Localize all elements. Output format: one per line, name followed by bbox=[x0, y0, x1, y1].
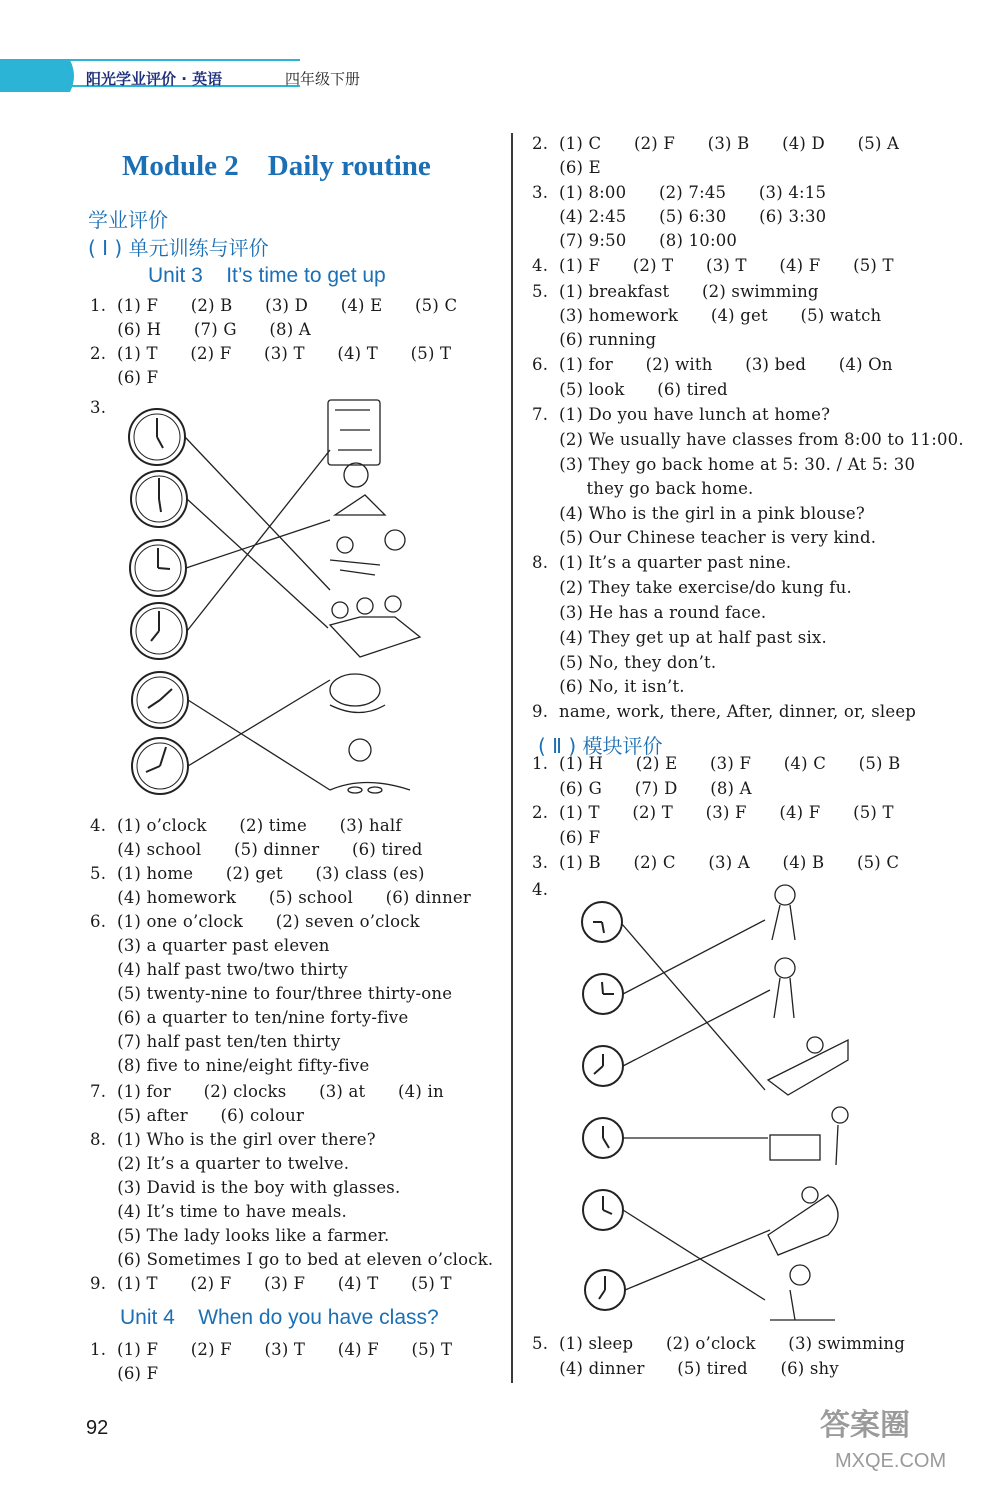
answer-line: 7. (1) Do you have lunch at home? bbox=[532, 405, 831, 424]
answer-line: they go back home. bbox=[532, 479, 754, 498]
answer-line: 6. (1) for (2) with (3) bed (4) On bbox=[532, 355, 893, 374]
answer-line: (6) G (7) D (8) A bbox=[532, 779, 752, 798]
answer-line: (4) 2:45 (5) 6:30 (6) 3:30 bbox=[532, 207, 827, 226]
answer-line: (5) look (6) tired bbox=[532, 380, 728, 399]
answer-line: 4. (1) o’clock (2) time (3) half bbox=[90, 816, 402, 835]
answer-line: 7. (1) for (2) clocks (3) at (4) in bbox=[90, 1082, 444, 1101]
answer-line: (6) No, it isn’t. bbox=[532, 677, 685, 696]
answer-line: (6) a quarter to ten/nine forty-five bbox=[90, 1008, 409, 1027]
answer-line: 2. (1) C (2) F (3) B (4) D (5) A bbox=[532, 134, 900, 153]
section-subheading: ( Ⅰ ) 单元训练与评价 bbox=[88, 236, 269, 260]
answer-line: 2. (1) T (2) F (3) T (4) T (5) T bbox=[90, 344, 452, 363]
clock-icon bbox=[582, 902, 622, 942]
answer-line: (6) Sometimes I go to bed at eleven o’clock. bbox=[90, 1250, 494, 1269]
answer-line: 5. (1) home (2) get (3) class (es) bbox=[90, 864, 425, 883]
answer-line: 3. (1) 8:00 (2) 7:45 (3) 4:15 bbox=[532, 183, 827, 202]
answer-line: 5. (1) sleep (2) o’clock (3) swimming bbox=[532, 1334, 905, 1353]
answer-line: 6. (1) one o’clock (2) seven o’clock bbox=[90, 912, 420, 931]
page-title: Module 2 Daily routine bbox=[122, 150, 431, 182]
answer-line: (3) a quarter past eleven bbox=[90, 936, 330, 955]
answer-line: (4) school (5) dinner (6) tired bbox=[90, 840, 423, 859]
answer-line: 1. (1) F (2) F (3) T (4) F (5) T bbox=[90, 1340, 453, 1359]
answer-line: (3) homework (4) get (5) watch bbox=[532, 306, 882, 325]
answer-line: (2) They take exercise/do kung fu. bbox=[532, 578, 852, 597]
answer-line: (4) dinner (5) tired (6) shy bbox=[532, 1359, 839, 1378]
answer-line: (3) They go back home at 5: 30. / At 5: 30 bbox=[532, 455, 916, 474]
answer-line: 8. (1) Who is the girl over there? bbox=[90, 1130, 376, 1149]
answer-line: (5) No, they don’t. bbox=[532, 653, 717, 672]
answer-line: (4) They get up at half past six. bbox=[532, 628, 827, 647]
answer-line: 9. (1) T (2) F (3) F (4) T (5) T bbox=[90, 1274, 452, 1293]
answer-line: (3) David is the boy with glasses. bbox=[90, 1178, 401, 1197]
answer-line: (5) Our Chinese teacher is very kind. bbox=[532, 528, 877, 547]
answer-line: (6) F bbox=[90, 368, 159, 387]
unit4-heading: Unit 4 When do you have class? bbox=[120, 1306, 439, 1329]
header-series: 阳光学业评价 · 英语 bbox=[86, 70, 223, 88]
header-grade: 四年级下册 bbox=[285, 70, 361, 88]
watermark-logo: 答案圈 bbox=[820, 1408, 910, 1443]
answer-line: (3) He has a round face. bbox=[532, 603, 767, 622]
page-number: 92 bbox=[86, 1417, 109, 1439]
answer-line: 1. (1) H (2) E (3) F (4) C (5) B bbox=[532, 754, 901, 773]
answer-line: 8. (1) It’s a quarter past nine. bbox=[532, 553, 792, 572]
answer-line: (5) twenty-nine to four/three thirty-one bbox=[90, 984, 453, 1003]
answer-line: (5) The lady looks like a farmer. bbox=[90, 1226, 390, 1245]
answer-line: (2) It’s a quarter to twelve. bbox=[90, 1154, 350, 1173]
answer-line: (6) F bbox=[90, 1364, 159, 1383]
answer-line: (4) Who is the girl in a pink blouse? bbox=[532, 504, 865, 523]
answer-line: 4. (1) F (2) T (3) T (4) F (5) T bbox=[532, 256, 894, 275]
clock-icon bbox=[585, 1270, 625, 1310]
answer-line: 9. name, work, there, After, dinner, or, sleep bbox=[532, 702, 917, 721]
answer-line: 1. (1) F (2) B (3) D (4) E (5) C bbox=[90, 296, 458, 315]
unit3-heading: Unit 3 It’s time to get up bbox=[148, 264, 386, 287]
answer-line: (6) E bbox=[532, 158, 601, 177]
answer-line: (2) We usually have classes from 8:00 to 11:00. bbox=[532, 430, 964, 449]
answer-line: (4) half past two/two thirty bbox=[90, 960, 348, 979]
answer-line: (5) after (6) colour bbox=[90, 1106, 305, 1125]
answer-line: (4) It’s time to have meals. bbox=[90, 1202, 347, 1221]
clock-icon bbox=[583, 1046, 623, 1086]
answer-line: 3. bbox=[90, 398, 107, 417]
clock-icon bbox=[583, 1118, 623, 1158]
answer-line: (6) F bbox=[532, 828, 601, 847]
clock-icon bbox=[583, 974, 623, 1014]
answer-line: (6) H (7) G (8) A bbox=[90, 320, 311, 339]
answer-line: (7) 9:50 (8) 10:00 bbox=[532, 231, 738, 250]
clock-icon bbox=[583, 1190, 623, 1230]
answer-line: (7) half past ten/ten thirty bbox=[90, 1032, 341, 1051]
answer-line: (4) homework (5) school (6) dinner bbox=[90, 888, 471, 907]
answer-line: (6) running bbox=[532, 330, 657, 349]
answer-line: 4. bbox=[532, 880, 549, 899]
answer-line: (8) five to nine/eight fifty-five bbox=[90, 1056, 370, 1075]
watermark-url: MXQE.COM bbox=[835, 1450, 947, 1472]
answer-line: 5. (1) breakfast (2) swimming bbox=[532, 282, 819, 301]
section2-heading: ( Ⅱ ) 模块评价 bbox=[538, 734, 663, 758]
answer-line: 3. (1) B (2) C (3) A (4) B (5) C bbox=[532, 853, 900, 872]
section-heading: 学业评价 bbox=[88, 208, 168, 232]
answer-line: 2. (1) T (2) T (3) F (4) F (5) T bbox=[532, 803, 894, 822]
